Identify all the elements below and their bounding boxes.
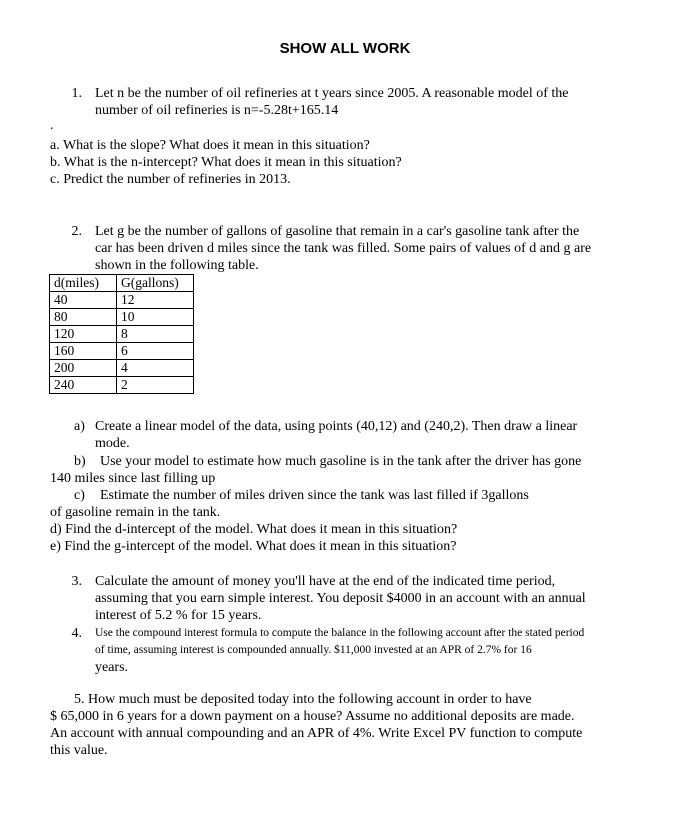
table-row: [50, 360, 194, 377]
question-3-number: 3.: [71, 574, 82, 589]
question-2-line: Let g be the number of gallons of gasoline that remain in a car's gasoline tank after the: [95, 224, 580, 239]
part-b-line: 140 miles since last filling up: [50, 471, 216, 486]
column-header-g: G(gallons): [117, 275, 194, 292]
table-cell: 80: [50, 309, 117, 326]
table-cell: 10: [117, 309, 194, 326]
question-1-number: 1.: [71, 86, 82, 101]
table-cell: 120: [50, 326, 117, 343]
part-a-label: a): [74, 419, 85, 434]
question-1-line: Let n be the number of oil refineries at t years since 2005. A reasonable model of the: [95, 86, 569, 101]
part-c-line: Estimate the number of miles driven since the tank was last filled if 3gallons: [100, 488, 529, 503]
question-5-line: An account with annual compounding and an APR of 4%. Write Excel PV function to compute: [50, 726, 583, 741]
table-row: [50, 309, 194, 326]
table-cell: 6: [117, 343, 194, 360]
question-2-number: 2.: [71, 224, 82, 239]
table-cell: 2: [117, 377, 194, 394]
question-2-line: shown in the following table.: [95, 258, 259, 273]
question-3-text: [95, 573, 586, 624]
page-title: SHOW ALL WORK: [279, 40, 411, 57]
question-4-text: [95, 625, 584, 676]
question-1-part-c: c. Predict the number of refineries in 2013.: [50, 172, 291, 187]
table-cell: 200: [50, 360, 117, 377]
table-header-row: [50, 275, 194, 292]
table-row: [50, 377, 194, 394]
question-2-line: car has been driven d miles since the tank was filled. Some pairs of values of d and g are: [95, 241, 592, 256]
table-cell: 4: [117, 360, 194, 377]
table-row: [50, 292, 194, 309]
data-table: [49, 274, 194, 394]
part-c-label: c): [74, 488, 85, 503]
table-cell: 40: [50, 292, 117, 309]
question-4-number: 4.: [71, 626, 82, 641]
question-1-part-a: a. What is the slope? What does it mean in this situation?: [50, 138, 370, 153]
part-d: d) Find the d-intercept of the model. What does it mean in this situation?: [50, 522, 458, 537]
question-2-text: [95, 223, 591, 274]
stray-dot: .: [50, 118, 54, 133]
part-b-line: Use your model to estimate how much gasoline is in the tank after the driver has gone: [100, 454, 582, 469]
table-cell: 12: [117, 292, 194, 309]
question-5-line: $ 65,000 in 6 years for a down payment on a house? Assume no additional deposits are made.: [50, 709, 575, 724]
question-3-line: Calculate the amount of money you'll have at the end of the indicated time period,: [95, 574, 556, 589]
part-a-line: mode.: [95, 436, 130, 451]
part-a-text: [95, 418, 577, 452]
part-a-line: Create a linear model of the data, using points (40,12) and (240,2). Then draw a linear: [95, 419, 578, 434]
table-cell: 160: [50, 343, 117, 360]
question-4-line: Use the compound interest formula to compute the balance in the following account after the stated period: [95, 627, 585, 639]
question-5-line: 5. How much must be deposited today into the following account in order to have: [74, 692, 532, 707]
question-5-line: this value.: [50, 743, 108, 758]
column-header-d: d(miles): [50, 275, 117, 292]
table-cell: 240: [50, 377, 117, 394]
question-4-line: of time, assuming interest is compounded annually. $11,000 invested at an APR of 2.7% for 16: [95, 644, 532, 656]
table-row: [50, 326, 194, 343]
question-1-part-b: b. What is the n-intercept? What does it mean in this situation?: [50, 155, 402, 170]
question-1-parts: [50, 137, 402, 188]
part-c-line: of gasoline remain in the tank.: [50, 505, 221, 520]
question-3-line: assuming that you earn simple interest. You deposit $4000 in an account with an annual: [95, 591, 586, 606]
part-b-label: b): [74, 454, 86, 469]
question-1-text: [95, 85, 569, 119]
question-1-line: number of oil refineries is n=-5.28t+165.14: [95, 103, 339, 118]
question-3-line: interest of 5.2 % for 15 years.: [95, 608, 262, 623]
table-row: [50, 343, 194, 360]
table-cell: 8: [117, 326, 194, 343]
part-e: e) Find the g-intercept of the model. What does it mean in this situation?: [50, 539, 457, 554]
question-4-line: years.: [95, 660, 129, 675]
